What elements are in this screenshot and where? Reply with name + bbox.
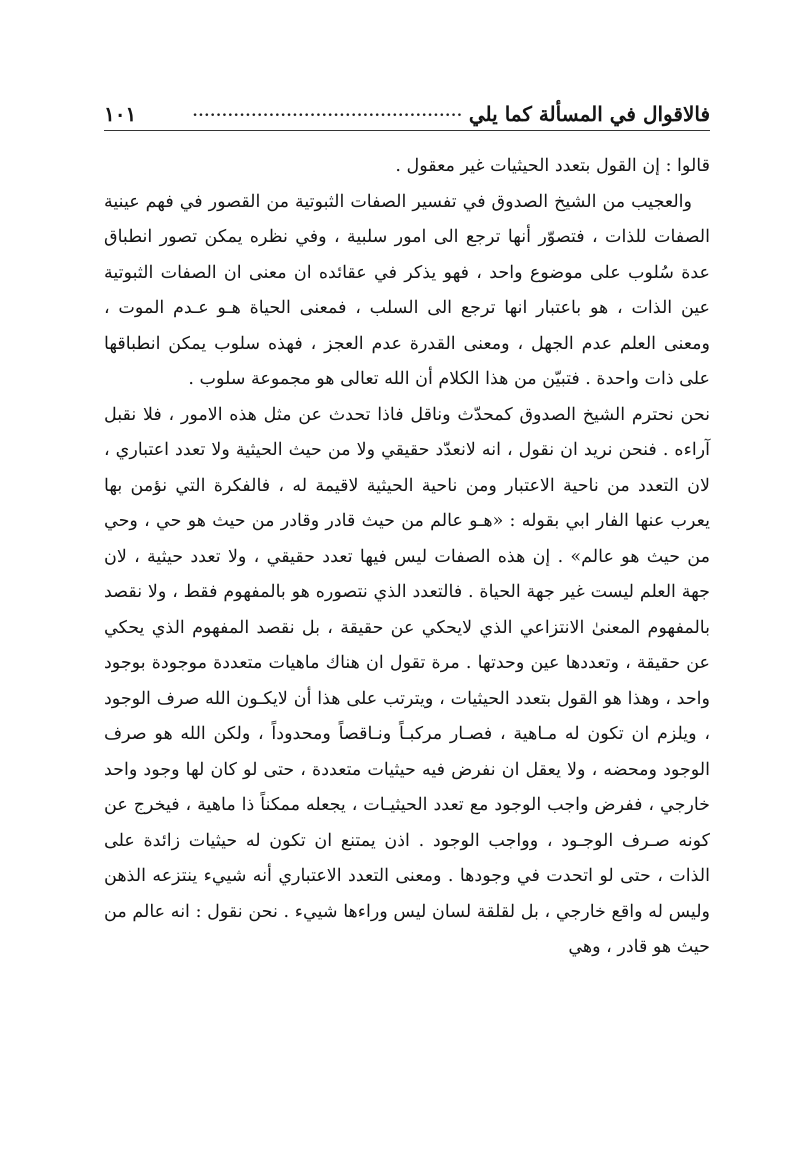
paragraph-3: نحن نحترم الشيخ الصدوق كمحدّث وناقل فاذا تحدث عن مثل هذه الامور ، فلا نقبل آراءه . فنحن نريد ان نقول ، انه لانعدّد حقيقي ولا من حيث الحيثية ولا تعدد اعتباري ، لان التعدد من ناحية الاعتبار ومن ناحية الحيثية لاقيمة له ، فالفكرة التي نؤمن بها يعرب عنها الفار ابي بقوله : «هـو عالم من حيث قادر وقادر من حيث هو حي ، وحي من حيث هو عالم» . إن هذه الصفات ليس فيها تعدد حقيقي ، ولا تعدد حيثية ، لان جهة العلم ليست غير جهة الحياة . فالتعدد الذي نتصوره هو بالمفهوم فقط ، ولا نقصد بالمفهوم المعنىٰ الانتزاعي الذي لايحكي عن حقيقة ، بل نقصد المفهوم الذي يحكي عن حقيقة ، وتعددها عين وحدتها . مرة تقول ان هناك ماهيات متعددة موجودة بوجود واحد ، وهذا هو القول بتعدد الحيثيات ، ويترتب على هذا أن لايكـون الله صرف الوجود ، ويلزم ان تكون له مـاهية ، فصـار مركبـاً ونـاقصاً ومحدوداً ، ولكن الله هو صرف الوجود ومحضه ، ولا يعقل ان نفرض فيه حيثيات متعددة ، حتى لو كان لها وجود واحد خارجي ، ففرض واجب الوجود مع تعدد الحيثيـات ، يجعله ممكناً ذا ماهية ، فيخرج عن كونه صـرف الوجـود ، وواجب الوجود . اذن يمتنع ان تكون له حيثيات زائدة على الذات ، حتى لو اتحدت في وجودها . ومعنى التعدد الاعتباري أنه شييء ينتزعه الذهن وليس له واقع خارجي ، بل لقلقة لسان ليس وراءها شييء . نحن نقول : انه عالم من حيث هو قادر ، وهي [104,404,710,957]
header-title: فالاقوال في المسألة كما يلي [468,102,710,126]
paragraph-1: قالوا : إن القول بتعدد الحيثيات غير معقول . [395,156,710,176]
book-page [104,86,710,1096]
running-header [104,86,710,126]
paragraph-2: والعجيب من الشيخ الصدوق في تفسير الصفات الثبوتية من القصور في فهم عينية الصفات للذات ، فتصوّر أنها ترجع الى امور سلبية ، وفي نظره يمكن تصور انطباق عدة سُلوب على موضوع واحد ، فهو يذكر في عقائده ان معنى ان الصفات الثبوتية عين الذات ، هو باعتبار انها ترجع الى السلب ، فمعنى الحياة هـو عـدم الموت ، ومعنى العلم عدم الجهل ، ومعنى القدرة عدم العجز ، فهذه سلوب يمكن انطباقها على ذات واحدة . فتبيّن من هذا الكلام أن الله تعالى هو مجموعة سلوب . [104,191,710,389]
header-divider [104,130,710,131]
page-body [104,149,710,966]
header-leader-dots: .............................................. [192,104,463,120]
page-number: ١٠١ [104,102,137,126]
